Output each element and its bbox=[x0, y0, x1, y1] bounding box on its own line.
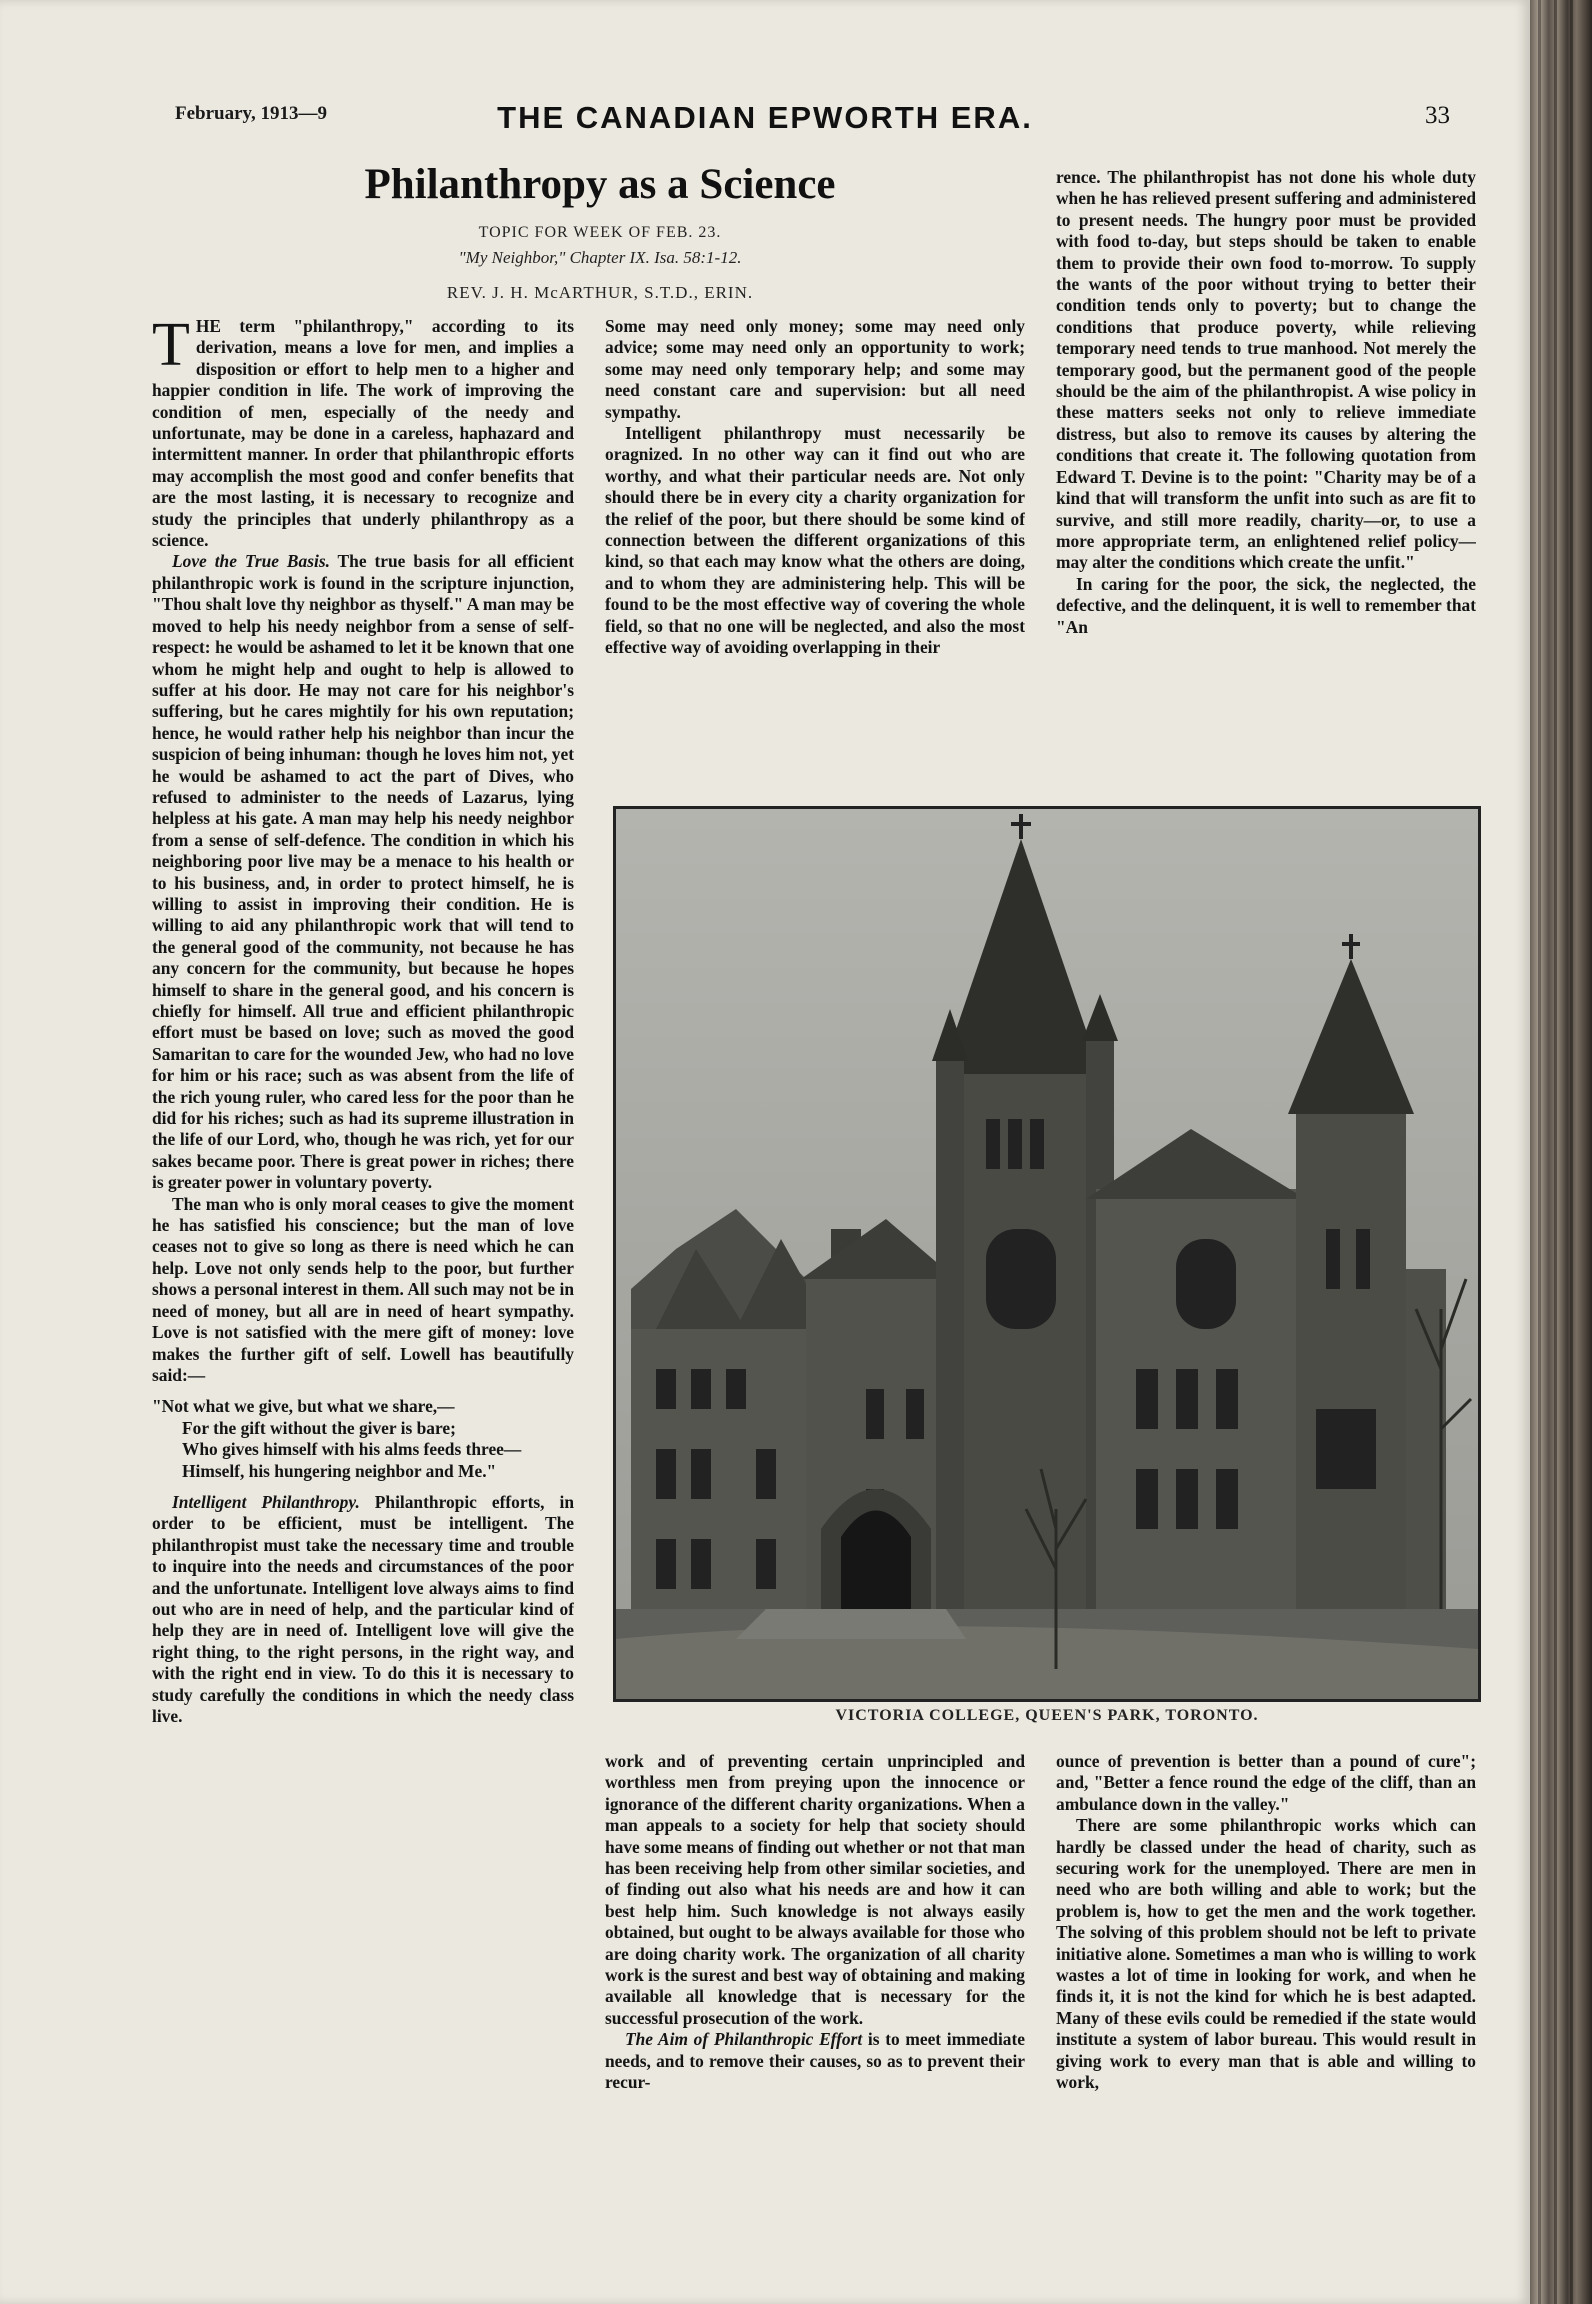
paragraph-moral-man: The man who is only moral ceases to give the moment he has satisfied his conscience; but the man of love ceases not to give so long as there is need which he can help. Love not only sends help to the poor, but further shows a personal interest in them. All such may not be in need of money, but all are in need of heart sympathy. Love is not satisfied with the mere gift of money: love makes the further gift of self. Lowell has beautifully said:— bbox=[152, 1193, 574, 1385]
section-lead-intelligent: Intelligent Philanthropy. bbox=[172, 1491, 360, 1512]
paragraph-true-basis: Love the True Basis. The true basis for all efficient philanthropic work is found in the scripture injunction, "Thou shalt love thy neighbor as thyself." A man may be moved to help his needy neighbor from a sense of self-respect: he would be ashamed to let it be known that one whom he might help and ought to help is allowed to suffer at his door. He may not care for his neighbor's suffering, but he cares mightily for his own reputation; hence, he would rather help his neighbor than incur the suspicion of being inhuman: though he loves him not, yet he would be ashamed to act the part of Dives, who refused to administer to the needs of Lazarus, lying helpless at his gate. A man may help his needy neighbor from a sense of self-defence. The condition in which his neighboring poor live may be a menace to his health or to his business, and, in order to protect himself, he is willing to assist in improving their condition. He is willing to aid any philanthropic work that will tend to the general good of the community, not because he has any concern for the community, but because he hopes himself to share in the general good, and his concern is chiefly for himself. All true and efficient philanthropic effort must be based on love; such as moved the good Samaritan to care for the wounded Jew, who had no love for him or his race; such as was absent from the life of the rich young ruler, who cared less for the poor than he did for his riches; such as had its supreme illustration in the life of our Lord, who, though he was rich, yet for our sakes became poor. There is great power in riches; there is greater power in voluntary poverty. bbox=[152, 551, 574, 1193]
paragraph: rence. The philanthropist has not done his whole duty when he has relieved present suffering and administered to present needs. The hungry poor must be provided with food to-day, but steps should be taken to enable them to provide their own food to-morrow. To supply the wants of the poor without trying to better their condition tends only to poverty; but to change the conditions that produce poverty, while relieving temporary need tends to true manhood. Not merely the temporary good, but the permanent good of the people should be the aim of the philanthropist. A wise policy in these matters seeks not only to relieve immediate distress, but also to remove its causes by altering the conditions that create it. The following quotation from Edward T. Devine is to the point: "Charity may be of a kind that will transform the unfit into such as are fit to survive, and still more readily, charity—or, to use a more appropriate term, an enlightened relief policy—may alter the conditions which create the unfit." bbox=[1056, 167, 1476, 573]
paragraph: Some may need only money; some may need only advice; some may need only an opportunity to work; some may need only temporary help; and some may need constant care and supervision: but all need sympathy. bbox=[605, 316, 1025, 422]
column-2-top bbox=[605, 316, 1025, 786]
victoria-college-photo bbox=[613, 806, 1481, 1702]
binding-line bbox=[1554, 0, 1557, 2304]
section-lead-true-basis: Love the True Basis. bbox=[172, 551, 330, 572]
binding-line bbox=[1570, 0, 1573, 2304]
column-3-top bbox=[1056, 167, 1476, 786]
paragraph-intro: THE term "philanthropy," according to its derivation, means a love for men, and implies a disposition or effort to help men to a higher and happier condition in life. The work of improving the condition of men, especially of the needy and unfortunate, may be done in a careless, haphazard and intermittent manner. In order that philanthropic efforts may accomplish the most good and confer benefits that are the most lasting, it is necessary to recognize and study the principles that underly philanthropy as a science. bbox=[152, 316, 574, 551]
issue-date: February, 1913—9 bbox=[175, 103, 327, 124]
paragraph: In caring for the poor, the sick, the neglected, the defective, and the delinquent, it is well to remember that "An bbox=[1056, 573, 1476, 637]
column-3-bottom bbox=[1056, 1751, 1476, 2136]
photo-caption: VICTORIA COLLEGE, QUEEN'S PARK, TORONTO. bbox=[835, 1707, 1259, 1724]
paragraph-intelligent: Intelligent Philanthropy. Philanthropic efforts, in order to be efficient, must be intelligent. The philanthropist must take the necessary time and trouble to inquire into the needs and circumstances of the poor and the unfortunate. Intelligent love always aims to find out who are in need of help, and the particular kind of help they are in need of. Intelligent love will give the right thing, to the right persons, in the right way, and with the right end in view. To do this it is necessary to study carefully the conditions in which the needy class live. bbox=[152, 1491, 574, 1726]
poem-line: Himself, his hungering neighbor and Me." bbox=[182, 1460, 497, 1481]
magazine-title: THE CANADIAN EPWORTH ERA. bbox=[497, 100, 1033, 135]
paragraph-aim: The Aim of Philanthropic Effort is to meet immediate needs, and to remove their causes, so as to prevent their recur- bbox=[605, 2029, 1025, 2093]
page-number: 33 bbox=[1425, 102, 1450, 129]
article-chapter: "My Neighbor," Chapter IX. Isa. 58:1-12. bbox=[458, 248, 742, 267]
section-lead-aim: The Aim of Philanthropic Effort bbox=[625, 2029, 863, 2050]
poem-line: "Not what we give, but what we share,— bbox=[152, 1396, 455, 1417]
article-author: REV. J. H. McARTHUR, S.T.D., ERIN. bbox=[446, 283, 754, 302]
column-2-bottom bbox=[605, 1751, 1025, 2136]
paragraph: ounce of prevention is better than a pound of cure"; and, "Better a fence round the edge of the cliff, than an ambulance down in the valley." bbox=[1056, 1751, 1476, 1814]
book-binding-edge bbox=[1530, 0, 1592, 2304]
column-1 bbox=[152, 316, 574, 2136]
paragraph: Intelligent philanthropy must necessarily be oragnized. In no other way can it find out who are worthy, and what their particular needs are. Not only should there be in every city a charity organization for the relief of the poor, but there should be some kind of connection between the different organizations of this kind, so that each may know what the others are doing, and to whom they are administering help. This will be found to be the most effective way of covering the whole field, so that no one will be neglected, and also the most effective way of avoiding overlapping in their bbox=[605, 423, 1025, 658]
lowell-poem bbox=[152, 1396, 574, 1482]
poem-line: For the gift without the giver is bare; bbox=[182, 1417, 456, 1438]
poem-line: Who gives himself with his alms feeds three— bbox=[182, 1439, 522, 1460]
binding-line bbox=[1538, 0, 1541, 2304]
paragraph: There are some philanthropic works which can hardly be classed under the head of charity, such as securing work for the unemployed. There are men in need who are both willing and able to work; but the problem is, how to get the men and the work together. The solving of this problem should not be left to private initiative alone. Sometimes a man who is willing to work wastes a lot of time in looking for work, and when he finds it, it is not the kind for which he is best adapted. Many of these evils could be remedied if the state would institute a system of labor bureau. This would result in giving work to every man that is able and willing to work, bbox=[1056, 1815, 1476, 2093]
drop-cap: T bbox=[152, 316, 190, 379]
article-topic: TOPIC FOR WEEK OF FEB. 23. bbox=[478, 224, 722, 241]
building-illustration bbox=[616, 809, 1478, 1699]
paragraph: work and of preventing certain unprincipled and worthless men from preying upon the innocence or ignorance of the different charity organizations. When a man appeals to a society for help that society should have some means of finding out whether or not that man has been receiving help from other similar societies, and of finding out also what his needs are and how it can best help him. Such knowledge is not always easily obtained, but ought to be always available for those who are doing charity work. The organization of all charity work is the surest and best way of obtaining and making available all knowledge that is necessary for the successful prosecution of the work. bbox=[605, 1751, 1025, 2028]
article-title: Philanthropy as a Science bbox=[364, 161, 836, 208]
